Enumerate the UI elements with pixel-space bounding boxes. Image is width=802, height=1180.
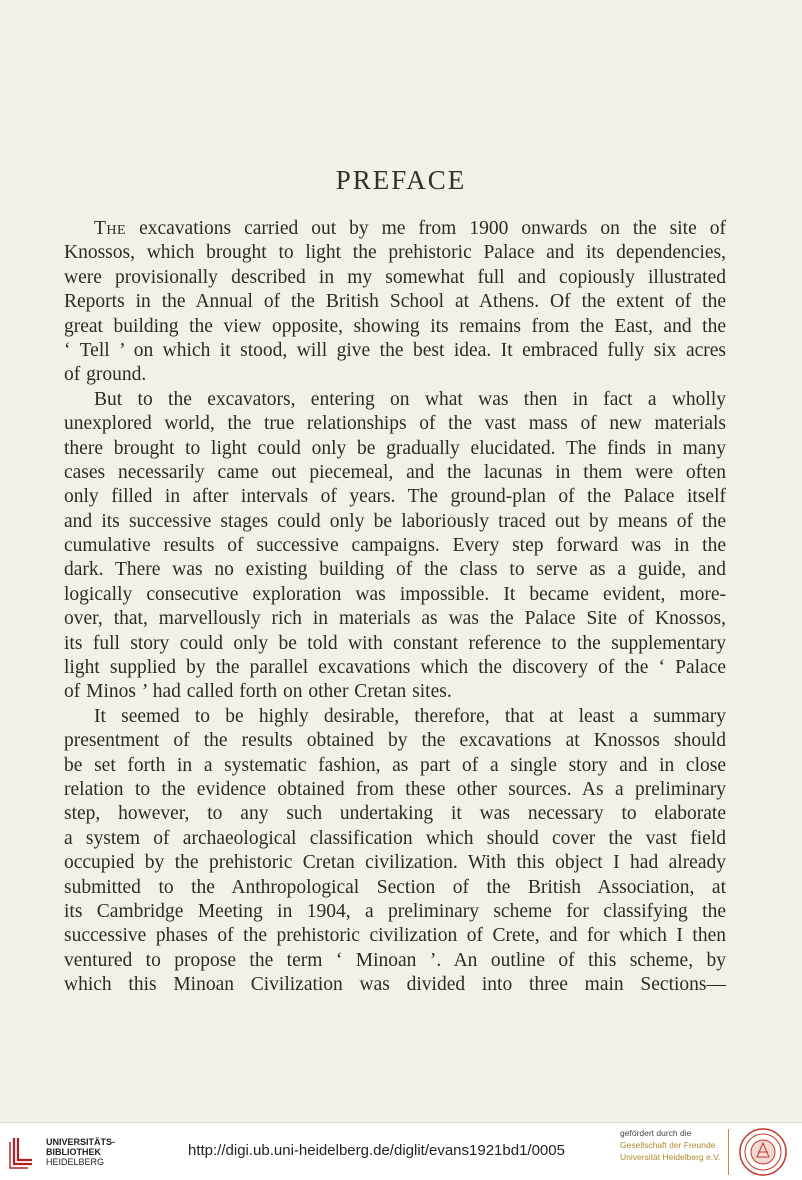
text-line (64, 217, 726, 241)
line-text: a system of archaeological classification which should cover the vast field (64, 827, 726, 849)
text-line (64, 973, 726, 997)
text-line (64, 437, 726, 461)
text-line (64, 241, 726, 265)
line-text: cases necessarily came out piecemeal, and the lacunas in them were often (64, 461, 726, 483)
digitization-footer (0, 1122, 802, 1180)
line-text: Knossos, which brought to light the prehistoric Palace and its dependencies, (64, 242, 726, 264)
line-text: only filled in after intervals of years. The ground-plan of the Palace itself (64, 486, 726, 508)
line-text: be set forth in a systematic fashion, as part of a single story and in close (64, 754, 726, 776)
text-line (64, 900, 726, 924)
line-text: ‘ Tell ’ on which it stood, will give the best idea. It embraced fully six acres (64, 339, 726, 361)
text-line (64, 534, 726, 558)
line-text: its full story could only be told with constant reference to the supplementary (64, 632, 726, 654)
line-text: and its successive stages could only be laboriously traced out by means of the (64, 510, 726, 532)
line-text: Reports in the Annual of the British School at Athens. Of the extent of the (64, 291, 726, 313)
line-text: submitted to the Anthropological Section of the British Association, at (64, 876, 726, 898)
line-text: light supplied by the parallel excavations which the discovery of the ‘ Palace (64, 657, 726, 679)
text-line (64, 802, 726, 826)
preface-body (64, 217, 726, 998)
line-text: relation to the evidence obtained from these other sources. As a preliminary (64, 778, 726, 800)
line-text: were provisionally described in my somewhat full and copiously illustrated (64, 266, 726, 288)
sponsor-credit (620, 1127, 730, 1163)
small-caps-word: The (94, 218, 127, 239)
library-name (46, 1137, 115, 1167)
page-title: PREFACE (335, 165, 467, 195)
library-name-line-1: UNIVERSITÄTS- (46, 1137, 116, 1147)
line-text: its Cambridge Meeting in 1904, a preliminary scheme for classifying the (64, 900, 726, 922)
text-line (64, 266, 726, 290)
text-line (64, 827, 726, 851)
library-name-line-3: HEIDELBERG (46, 1157, 105, 1167)
line-text: excavations carried out by me from 1900 onwards on the site of (126, 218, 726, 239)
text-line (64, 656, 726, 680)
permalink-url[interactable]: http://digi.ub.uni-heidelberg.de/diglit/evans1921bd1/0005 (188, 1142, 565, 1159)
line-text: It seemed to be highly desirable, therefore, that at least a summary (94, 705, 726, 727)
text-line (64, 510, 726, 534)
line-text: cumulative results of successive campaigns. Every step forward was in the (64, 535, 726, 557)
text-line (64, 851, 726, 875)
text-line (64, 485, 726, 509)
line-text: But to the excavators, entering on what was then in fact a wholly (94, 388, 726, 410)
text-line (64, 680, 726, 704)
line-text: which this Minoan Civilization was divided into three main Sections— (64, 974, 726, 996)
sponsor-line-2: Gesellschaft der Freunde (620, 1140, 716, 1150)
library-name-line-2: BIBLIOTHEK (46, 1147, 101, 1157)
line-text: of Minos ’ had called forth on other Cretan sites. (64, 681, 452, 703)
text-line (64, 778, 726, 802)
text-line (64, 632, 726, 656)
line-text: dark. There was no existing building of the class to serve as a guide, and (64, 559, 726, 581)
text-line (64, 412, 726, 436)
text-line (64, 290, 726, 314)
line-text: there brought to light could only be gradually elucidated. The finds in many (64, 437, 726, 459)
line-text: unexplored world, the true relationships of the vast mass of new materials (64, 413, 726, 435)
line-text: over, that, marvellously rich in materials as was the Palace Site of Knossos, (64, 608, 726, 630)
line-text: of ground. (64, 364, 147, 386)
text-line (64, 754, 726, 778)
text-line (64, 461, 726, 485)
ub-heidelberg-logo-icon[interactable] (8, 1134, 36, 1170)
line-text: great building the view opposite, showing its remains from the East, and the (64, 315, 726, 337)
footer-divider (728, 1129, 729, 1175)
text-line (64, 363, 726, 387)
line-text: step, however, to any such undertaking it was necessary to elaborate (64, 803, 726, 825)
text-line (64, 705, 726, 729)
sponsor-line-1: gefördert durch die (620, 1128, 692, 1138)
university-seal-icon[interactable] (738, 1127, 788, 1177)
text-line (64, 924, 726, 948)
text-line (64, 607, 726, 631)
line-text: presentment of the results obtained by the excavations at Knossos should (64, 730, 726, 752)
line-text: successive phases of the prehistoric civilization of Crete, and for which I then (64, 925, 726, 947)
sponsor-line-3: Universität Heidelberg e.V. (620, 1152, 721, 1162)
text-line (64, 388, 726, 412)
text-line (64, 876, 726, 900)
line-text: logically consecutive exploration was impossible. It became evident, more- (64, 583, 726, 605)
text-line (64, 949, 726, 973)
text-line (64, 729, 726, 753)
text-line (64, 583, 726, 607)
text-line (64, 339, 726, 363)
line-text: ventured to propose the term ‘ Minoan ’. An outline of this scheme, by (64, 949, 726, 971)
line-text: occupied by the prehistoric Cretan civilization. With this object I had already (64, 852, 726, 874)
text-line (64, 558, 726, 582)
text-line (64, 315, 726, 339)
